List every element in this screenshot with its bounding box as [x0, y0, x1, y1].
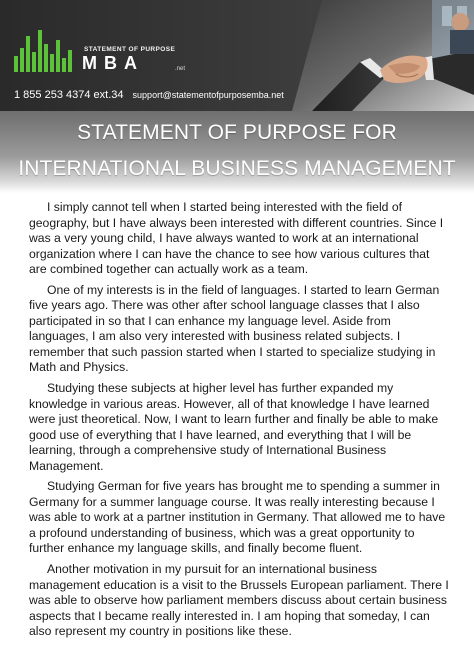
logo-domain-suffix: .net: [175, 66, 186, 72]
page-title-line-2: INTERNATIONAL BUSINESS MANAGEMENT: [18, 157, 456, 180]
paragraph: One of my interests is in the field of languages. I started to learn German five years ago. There was other after school language classes that I also participated in so that I can enhance my language level. Aside from languages, I am also very interested with business related subjects. I remember that such passion started when I started to specialize studying in Math and Physics.: [29, 282, 440, 375]
paragraph: Studying German for five years has brought me to spending a summer in Germany for a summer language course. It was really interesting because I was able to work at a partner institution in Germany. That allowed me to have a profound understanding of business, which was a great opportunity to further enhance my language skills, and finally become fluent.: [29, 479, 446, 556]
contact-info: [14, 89, 284, 101]
paragraph: Studying these subjects at higher level has further expanded my knowledge in various areas. However, all of that knowledge I have learned were just theoretical. Now, I want to learn further and finally be able to make good use of everything that I have learned, and everything that I will be learning, through a comprehensive study of International Business Management.: [29, 381, 439, 473]
header-banner: [0, 0, 474, 111]
statement-body: [29, 200, 449, 645]
paragraph: I simply cannot tell when I started being interested with the field of geography, but I have always been interested with different countries. Since I was a very young child, I have always wanted to work at an international organization where I can have the chance to see how various cultures that are combined together can actually work as a team.: [29, 200, 444, 277]
email-address: support@statementofpurposemba.net: [132, 90, 284, 100]
paragraph: Another motivation in my pursuit for an international business management education is a visit to the Brussels European parliament. There I was able to observe how parliament members discuss about certain business aspects that I became really interested in. I am hoping that someday, I can also represent my country in positions like these.: [29, 562, 449, 639]
bar-chart-logo-icon: [14, 26, 76, 72]
phone-number: 1 855 253 4374 ext.34: [14, 89, 124, 101]
page-title-line-1: STATEMENT OF PURPOSE FOR: [77, 121, 397, 144]
logo-tagline: STATEMENT OF PURPOSE: [84, 46, 176, 53]
logo-mba-text: MBA: [82, 53, 144, 73]
handshake-photo-icon: [292, 0, 474, 111]
